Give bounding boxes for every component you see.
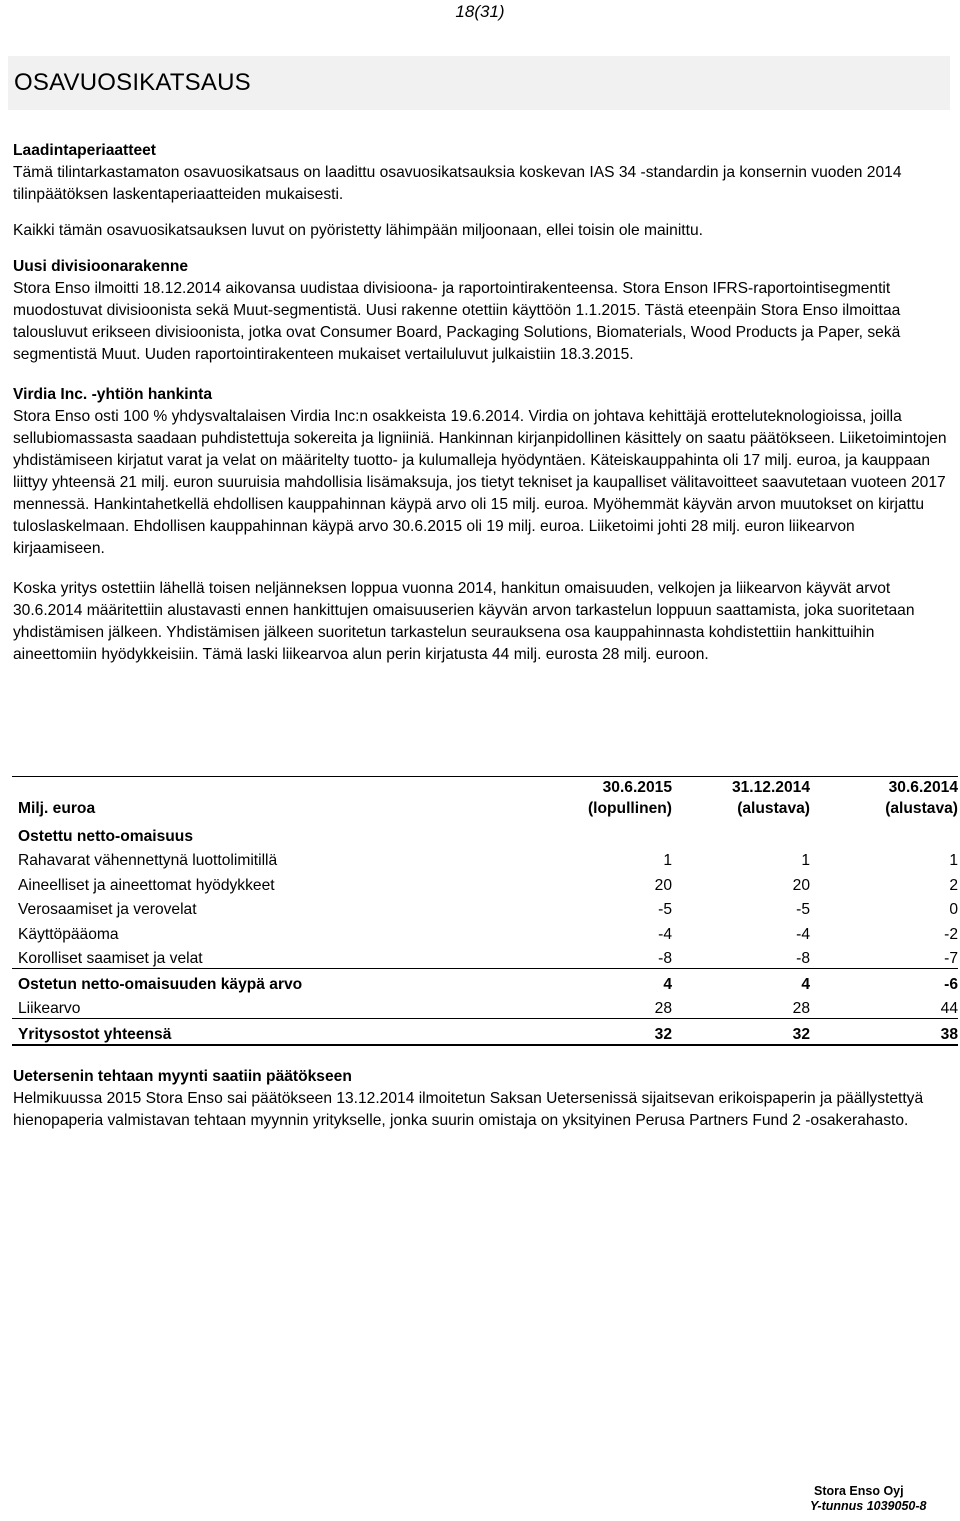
cell-value: 0 bbox=[949, 901, 958, 918]
table-subtotal-row bbox=[12, 969, 958, 994]
cell-value: 4 bbox=[663, 975, 672, 993]
cell-value: 44 bbox=[810, 994, 958, 1019]
table-row bbox=[12, 870, 958, 895]
section-heading-virdia: Virdia Inc. -yhtiön hankinta bbox=[13, 386, 212, 403]
paragraph: Stora Enso ilmoitti 18.12.2014 aikovansa uudistaa divisioona- ja raportointirakenteensa. Stora Enson IFRS-raportointisegmentit muodostuvat divisioonista sekä Muut-segmentistä. Uusi rakenne otettiin käyttöön 1.1.2015. Tästä eteenpäin Stora Enso ilmoittaa talousluvut erikseen divisioonista, jotka ovat Consumer Board, Packaging Solutions, Biomaterials, Wood Products ja Paper, sekä segmentistä Muut. Uuden raportointirakenteen mukaiset vertailuluvut julkaistiin 18.3.2015. bbox=[13, 280, 901, 363]
page-title: OSAVUOSIKATSAUS bbox=[14, 69, 251, 96]
column-date: 30.6.2014 bbox=[888, 779, 958, 796]
cell-value: 1 bbox=[663, 852, 672, 869]
cell-value: 1 bbox=[801, 852, 810, 869]
cell-value: -6 bbox=[944, 975, 958, 993]
column-status: (alustava) bbox=[737, 800, 810, 817]
title-bar bbox=[8, 56, 950, 110]
table-total-row bbox=[12, 1019, 958, 1045]
cell-value: 4 bbox=[801, 975, 810, 993]
table-header-row bbox=[12, 777, 958, 822]
cell-value: -4 bbox=[658, 925, 672, 943]
table-row bbox=[12, 919, 958, 944]
row-label: Verosaamiset ja verovelat bbox=[18, 901, 197, 918]
table-row bbox=[12, 846, 958, 871]
cell-value: -4 bbox=[796, 925, 810, 943]
cell-value: 20 bbox=[792, 876, 810, 894]
column-date: 30.6.2015 bbox=[602, 779, 672, 796]
cell-value: 32 bbox=[672, 1019, 810, 1045]
paragraph: Helmikuussa 2015 Stora Enso sai päätökseen 13.12.2014 ilmoitetun Saksan Uetersenissä sijaitsevan erikoispaperin ja päällystettyä hienopaperia valmistavan tehtaan myynnin yritykselle, jonka suurin omistaja on yksityinen Perusa Partners Fund 2 -osakerahasto. bbox=[13, 1090, 924, 1129]
section-heading-uetersen: Uetersenin tehtaan myynti saatiin päätökseen bbox=[13, 1068, 352, 1085]
unit-label: Milj. euroa bbox=[18, 800, 96, 817]
footer bbox=[810, 1484, 926, 1514]
row-label: Korolliset saamiset ja velat bbox=[12, 944, 534, 969]
row-label: Käyttöpääoma bbox=[18, 925, 119, 943]
cell-value: -7 bbox=[810, 944, 958, 969]
row-label: Aineelliset ja aineettomat hyödykkeet bbox=[18, 876, 275, 894]
cell-value: -5 bbox=[796, 901, 810, 918]
column-status: (alustava) bbox=[885, 800, 958, 817]
table-row bbox=[12, 994, 958, 1019]
section-heading-divisio: Uusi divisioonarakenne bbox=[13, 258, 189, 275]
table-group-row bbox=[12, 821, 958, 846]
cell-value: 38 bbox=[810, 1019, 958, 1045]
column-header bbox=[672, 777, 810, 822]
acquisition-table bbox=[12, 776, 958, 1046]
section-heading-laadinta: Laadintaperiaatteet bbox=[13, 142, 156, 159]
page-number: 18(31) bbox=[455, 2, 505, 21]
cell-value: 32 bbox=[534, 1019, 672, 1045]
cell-value: 28 bbox=[534, 994, 672, 1019]
cell-value: 1 bbox=[949, 852, 958, 869]
column-status: (lopullinen) bbox=[587, 800, 672, 817]
cell-value: 28 bbox=[672, 994, 810, 1019]
cell-value: -8 bbox=[672, 944, 810, 969]
paragraph: Tämä tilintarkastamaton osavuosikatsaus on laadittu osavuosikatsauksia koskevan IAS 34 -standardin ja konsernin vuoden 2014 tilinpäätöksen laskentaperiaatteiden mukaisesti. bbox=[13, 164, 902, 203]
footer-business-id: Y-tunnus 1039050-8 bbox=[810, 1499, 927, 1513]
paragraph: Kaikki tämän osavuosikatsauksen luvut on pyöristetty lähimpään miljoonaan, ellei toisin ole mainittu. bbox=[13, 222, 703, 239]
cell-value: 20 bbox=[654, 876, 672, 894]
cell-value: 2 bbox=[949, 876, 958, 894]
group-label: Ostettu netto-omaisuus bbox=[18, 827, 194, 845]
document-body bbox=[13, 140, 948, 666]
column-header bbox=[810, 777, 958, 822]
cell-value: -2 bbox=[944, 925, 958, 943]
paragraph: Koska yritys ostettiin lähellä toisen neljänneksen loppua vuonna 2014, hankitun omaisuuden, velkojen ja liikearvon käyvät arvot 30.6.2014 määritettiin alustavasti ennen hankittujen omaisuuserien käyvän arvon tarkastelun loppuun saattamista, joka suoritetaan yhdistämisen jälkeen. Yhdistämisen jälkeen suoritetun tarkastelun seurauksena osa kauppahinnasta kohdistettiin hankittuihin aineettomiin hyödykkeisiin. Tämä laski liikearvoa alun perin kirjatusta 44 milj. eurosta 28 milj. euroon. bbox=[13, 580, 915, 663]
column-header bbox=[534, 777, 672, 822]
document-body-lower bbox=[13, 1066, 948, 1132]
row-label: Liikearvo bbox=[12, 994, 534, 1019]
column-date: 31.12.2014 bbox=[731, 779, 810, 796]
table-row bbox=[12, 944, 958, 969]
row-label: Rahavarat vähennettynä luottolimitillä bbox=[18, 852, 278, 869]
cell-value: -5 bbox=[658, 901, 672, 918]
row-label: Yritysostot yhteensä bbox=[12, 1019, 534, 1045]
footer-company: Stora Enso Oyj bbox=[814, 1484, 904, 1498]
row-label: Ostetun netto-omaisuuden käypä arvo bbox=[18, 975, 303, 993]
cell-value: -8 bbox=[534, 944, 672, 969]
table-row bbox=[12, 895, 958, 920]
paragraph: Stora Enso osti 100 % yhdysvaltalaisen Virdia Inc:n osakkeista 19.6.2014. Virdia on johtava kehittäjä erotteluteknologioissa, joilla sellubiomassasta saadaan puhdistettuja sokereita ja ligniiniä. Hankinnan kirjanpidollinen käsittely on saatu päätökseen. Liiketoimintojen yhdistämiseen kirjatut varat ja velat on määritelty tuotto- ja kulumalleja hyödyntäen. Käteiskauppahinta oli 17 milj. euroa, ja kauppaan liittyy yhteensä 21 milj. euron suuruisia mahdollisia lisämaksuja, jos tietyt tekniset ja kaupalliset välitavoitteet saavutetaan vuoteen 2017 mennessä. Hankintahetkellä ehdollisen kauppahinnan käypä arvo oli 15 milj. euroa. Myöhemmät käyvän arvon muutokset on kirjattu tuloslaskelmaan. Ehdollisen kauppahinnan käypä arvo 30.6.2015 oli 19 milj. euroa. Liiketoimi johti 28 milj. euron liikearvon kirjaamiseen. bbox=[13, 408, 947, 557]
